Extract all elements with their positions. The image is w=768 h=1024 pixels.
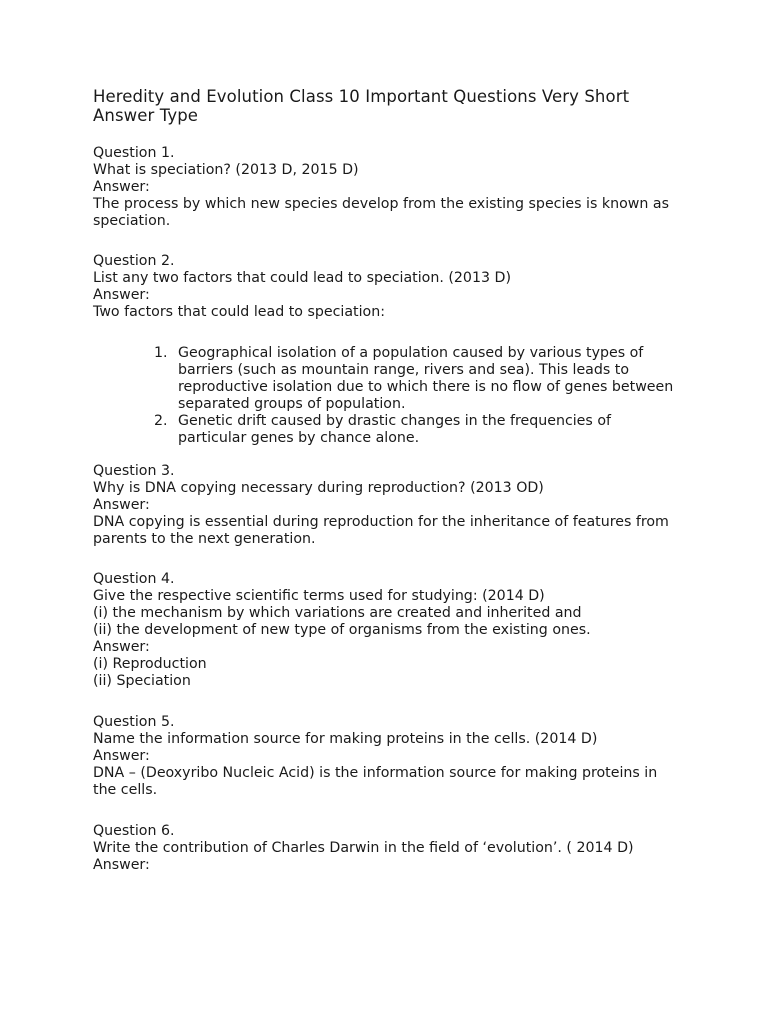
question-heading: Question 5.	[93, 714, 175, 730]
answer-text: (ii) Speciation	[93, 673, 191, 689]
question-heading: Question 4.	[93, 571, 175, 587]
question-block-3	[93, 463, 683, 548]
list-item-number: 1.	[154, 345, 168, 361]
answer-label: Answer:	[93, 179, 150, 195]
list-item-number: 2.	[154, 413, 168, 429]
answer-label: Answer:	[93, 857, 150, 873]
answer-label: Answer:	[93, 497, 150, 513]
question-text: Write the contribution of Charles Darwin in the field of ‘evolution’. ( 2014 D)	[93, 840, 634, 856]
answer-text: (i) Reproduction	[93, 656, 207, 672]
list-item-text: Geographical isolation of a population caused by various types of barriers (such as mountain range, rivers and sea). This leads to reproductive isolation due to which there is no flow of genes between separated groups of population.	[178, 345, 674, 412]
answer-label: Answer:	[93, 748, 150, 764]
question-text: Why is DNA copying necessary during reproduction? (2013 OD)	[93, 480, 544, 496]
question-block-2	[93, 253, 683, 447]
answer-text: The process by which new species develop from the existing species is known as speciation.	[93, 196, 669, 229]
question-heading: Question 6.	[93, 823, 175, 839]
speciation-factors-list	[93, 345, 683, 447]
document-title: Heredity and Evolution Class 10 Important Questions Very Short Answer Type	[93, 87, 630, 125]
list-item	[154, 413, 683, 447]
sub-question: (i) the mechanism by which variations are created and inherited and	[93, 605, 582, 621]
answer-text: Two factors that could lead to speciation:	[93, 304, 385, 320]
document-page	[93, 87, 683, 897]
question-heading: Question 1.	[93, 145, 175, 161]
question-text: Name the information source for making proteins in the cells. (2014 D)	[93, 731, 598, 747]
question-heading: Question 2.	[93, 253, 175, 269]
question-block-1	[93, 145, 683, 230]
question-block-6	[93, 823, 683, 874]
question-block-4	[93, 571, 683, 690]
answer-text: DNA – (Deoxyribo Nucleic Acid) is the information source for making proteins in the cells.	[93, 765, 658, 798]
answer-label: Answer:	[93, 639, 150, 655]
answer-text: DNA copying is essential during reproduction for the inheritance of features from parents to the next generation.	[93, 514, 669, 547]
question-text: List any two factors that could lead to speciation. (2013 D)	[93, 270, 511, 286]
list-item	[154, 345, 683, 413]
question-text: What is speciation? (2013 D, 2015 D)	[93, 162, 359, 178]
sub-question: (ii) the development of new type of organisms from the existing ones.	[93, 622, 591, 638]
question-heading: Question 3.	[93, 463, 175, 479]
list-item-text: Genetic drift caused by drastic changes in the frequencies of particular genes by chance alone.	[178, 413, 611, 446]
question-text: Give the respective scientific terms used for studying: (2014 D)	[93, 588, 545, 604]
question-block-5	[93, 714, 683, 799]
answer-label: Answer:	[93, 287, 150, 303]
